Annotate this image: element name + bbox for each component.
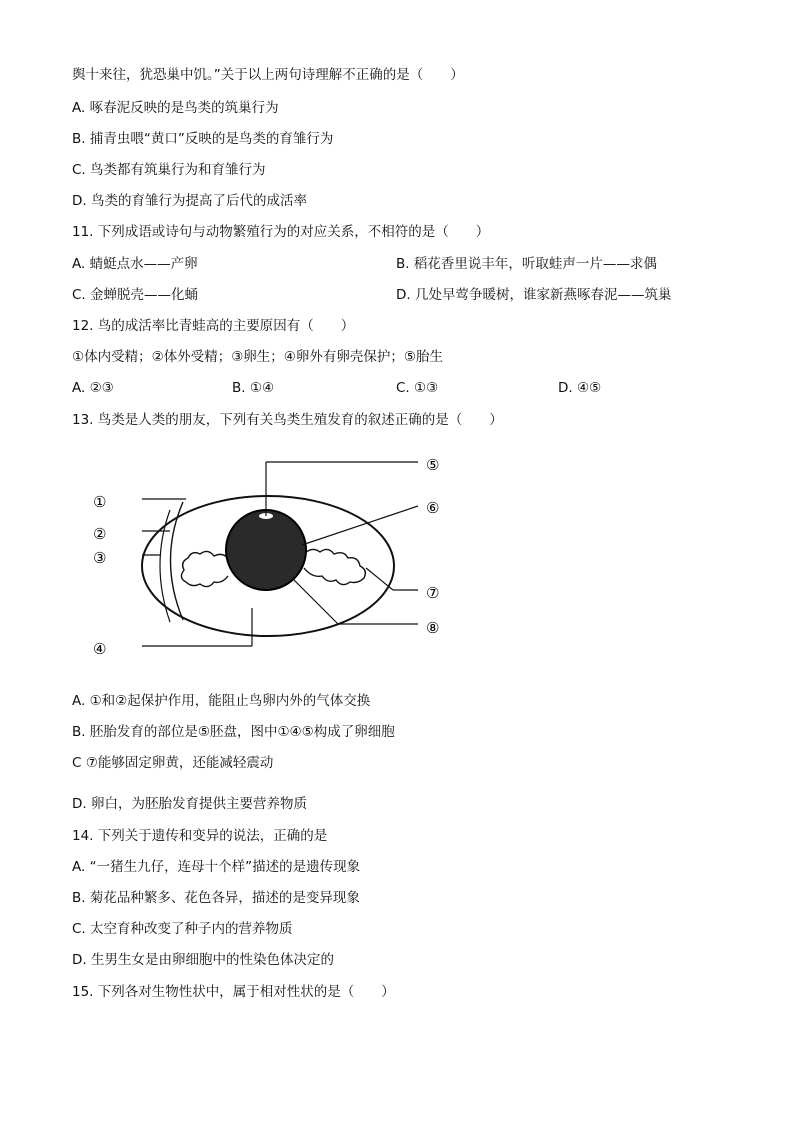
q14-option-b: B. 菊花品种繁多、花色各异，描述的是变异现象 <box>72 890 360 906</box>
label-3: ③ <box>93 549 107 567</box>
air-cell-boundary <box>160 510 170 622</box>
label-8: ⑧ <box>426 619 440 637</box>
q13-option-d: D. 卵白，为胚胎发育提供主要营养物质 <box>72 796 307 812</box>
q11-option-d: D. 几处早莺争暖树，谁家新燕啄春泥——筑巢 <box>396 287 672 303</box>
q12-option-a: A. ②③ <box>72 380 114 396</box>
q11-option-c: C. 金蝉脱壳——化蛹 <box>72 287 199 303</box>
label-5: ⑤ <box>426 456 440 474</box>
chalaza-right <box>304 549 365 584</box>
q12-statements: ①体内受精；②体外受精；③卵生；④卵外有卵壳保护；⑤胎生 <box>72 349 444 365</box>
leader-line-6 <box>302 506 418 545</box>
q10-option-d: D. 鸟类的育雏行为提高了后代的成活率 <box>72 193 307 209</box>
q10-option-c: C. 鸟类都有筑巢行为和育雏行为 <box>72 162 266 178</box>
label-1: ① <box>93 493 107 511</box>
question-15-stem: 15. 下列各对生物性状中，属于相对性状的是（ ） <box>72 984 395 1000</box>
q13-option-a: A. ①和②起保护作用，能阻止鸟卵内外的气体交换 <box>72 693 371 709</box>
q12-option-d: D. ④⑤ <box>558 380 602 396</box>
q11-option-a: A. 蜻蜓点水——产卵 <box>72 256 198 272</box>
label-4: ④ <box>93 640 107 658</box>
leader-line-7a <box>366 568 393 590</box>
yolk <box>226 510 306 590</box>
chalaza-left <box>181 551 228 586</box>
label-6: ⑥ <box>426 499 440 517</box>
q12-option-b: B. ①④ <box>232 380 275 396</box>
q10-option-b: B. 捕青虫喂“黄口”反映的是鸟类的育雏行为 <box>72 131 334 147</box>
question-14-stem: 14. 下列关于遗传和变异的说法，正确的是 <box>72 828 328 844</box>
q11-option-b: B. 稻花香里说丰年，听取蛙声一片——求偶 <box>396 256 657 272</box>
label-2: ② <box>93 525 107 543</box>
leader-line-8a <box>292 578 338 624</box>
bird-egg-diagram <box>88 450 468 665</box>
q13-option-b: B. 胚胎发育的部位是⑤胚盘，图中①④⑤构成了卵细胞 <box>72 724 395 740</box>
q10-option-a: A. 啄春泥反映的是鸟类的筑巢行为 <box>72 100 279 116</box>
q14-option-d: D. 生男生女是由卵细胞中的性染色体决定的 <box>72 952 334 968</box>
question-11-stem: 11. 下列成语或诗句与动物繁殖行为的对应关系，不相符的是（ ） <box>72 224 490 240</box>
q12-option-c: C. ①③ <box>396 380 439 396</box>
q13-option-c: C ⑦能够固定卵黄，还能减轻震动 <box>72 755 274 771</box>
question-13-stem: 13. 鸟类是人类的朋友，下列有关鸟类生殖发育的叙述正确的是（ ） <box>72 412 503 428</box>
q14-option-c: C. 太空育种改变了种子内的营养物质 <box>72 921 293 937</box>
question-12-stem: 12. 鸟的成活率比青蛙高的主要原因有（ ） <box>72 318 355 334</box>
q14-option-a: A. “一猪生九仔，连母十个样”描述的是遗传现象 <box>72 859 361 875</box>
question-10-stem-end: 舆十来往，犹恐巢中饥。”关于以上两句诗理解不正确的是（ ） <box>72 67 464 83</box>
label-7: ⑦ <box>426 584 440 602</box>
